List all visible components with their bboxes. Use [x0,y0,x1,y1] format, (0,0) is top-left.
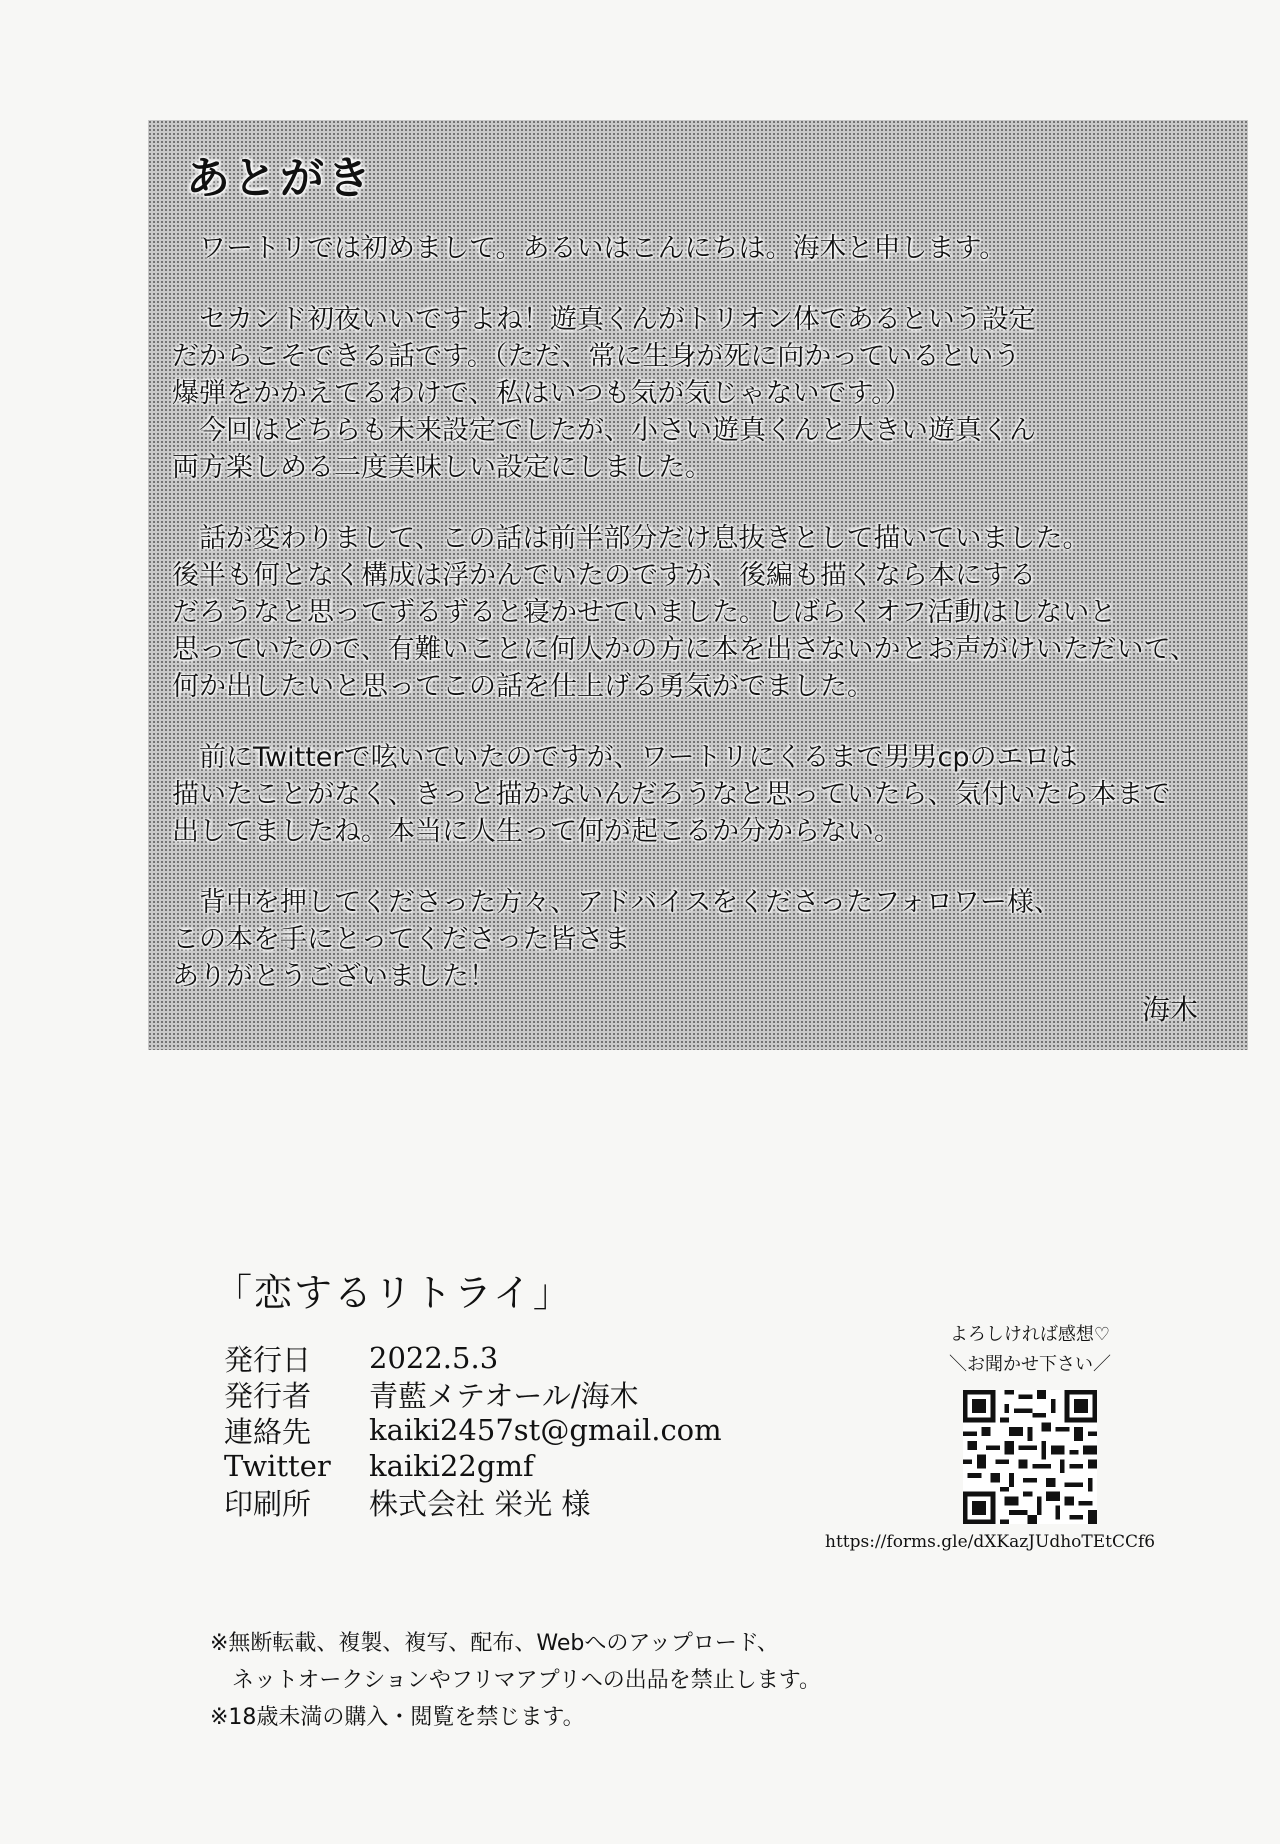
colophon-value: 株式会社 栄光 様 [369,1486,591,1521]
afterword-panel [148,120,1248,1050]
colophon-value: kaiki22gmf [369,1449,534,1483]
legal-notice: ※無断転載、複製、複写、配布、Webへのアップロード、 ネットオークションやフリマアプリへの出品を禁止します。 ※18歳未満の購入・閲覧を禁じます。 [210,1631,821,1730]
colophon-key: 連絡先 [224,1414,312,1449]
afterword-paragraph: 前にTwitterで呟いていたのですが、ワートリにくるまで男男cpのエロは 描いたことがなく、きっと描かないんだろうなと思っていたら、気付いたら本まで 出してましたね。本当に人生って何が起こるか分からない。 [172,742,1171,847]
qr-caption: よろしければ感想♡ [949,1324,1111,1345]
colophon-row [224,1340,722,1376]
afterword-paragraph: ワートリでは初めまして。あるいはこんにちは。海木と申します。 [172,233,1007,264]
book-title: 「恋するリトライ」 [214,1271,573,1315]
afterword-paragraph: 背中を押してくださった方々、アドバイスをくださったフォロワー様、 この本を手にとってくださった皆さま ありがとうございました！ [172,887,1061,992]
colophon-value: 2022.5.3 [369,1341,499,1375]
afterword-paragraph: 話が変わりまして、この話は前半部分だけ息抜きとして描いていました。 後半も何となく構成は浮かんでいたのですが、後編も描くなら本にする だろうなと思ってずるずると寝かせていました。しばらくオフ活動はしないと 思っていたので、有難いことに何人かの方に本を出さないかとお声がけいただいて、 何か出したいと思ってこの話を仕上げる勇気がでました。 [172,523,1197,702]
colophon-table [224,1340,722,1520]
afterword-title: あとがき [186,153,374,204]
colophon-key: 発行日 [224,1342,312,1377]
colophon-row [224,1376,722,1412]
feedback-qr-block [900,1320,1160,1524]
colophon-row [224,1448,722,1484]
feedback-form-link[interactable]: https://forms.gle/dXKazJUdhoTEtCCf6 [825,1532,1156,1552]
afterword-body [172,230,1232,1029]
colophon-key: 発行者 [224,1378,312,1413]
qr-code-icon[interactable] [963,1390,1097,1524]
colophon-value: 青藍メテオール/海木 [369,1378,639,1413]
qr-caption: ＼お聞かせ下さい／ [949,1354,1111,1375]
afterword-paragraph: セカンド初夜いいですよね！遊真くんがトリオン体であるという設定 だからこそできる話です。（ただ、常に生身が死に向かっているという 爆弾をかかえてるわけで、私はいつも気が気じゃないです。） 今回はどちらも未来設定でしたが、小さい遊真くんと大きい遊真くん 両方楽しめる二度美味しい設定にしました。 [172,304,1036,483]
colophon-row [224,1484,722,1520]
colophon-value: kaiki2457st@gmail.com [369,1413,722,1447]
afterword-signature: 海木 [1141,993,1198,1026]
colophon-key: 印刷所 [224,1486,312,1521]
colophon-key: Twitter [224,1449,331,1483]
colophon-row [224,1412,722,1448]
